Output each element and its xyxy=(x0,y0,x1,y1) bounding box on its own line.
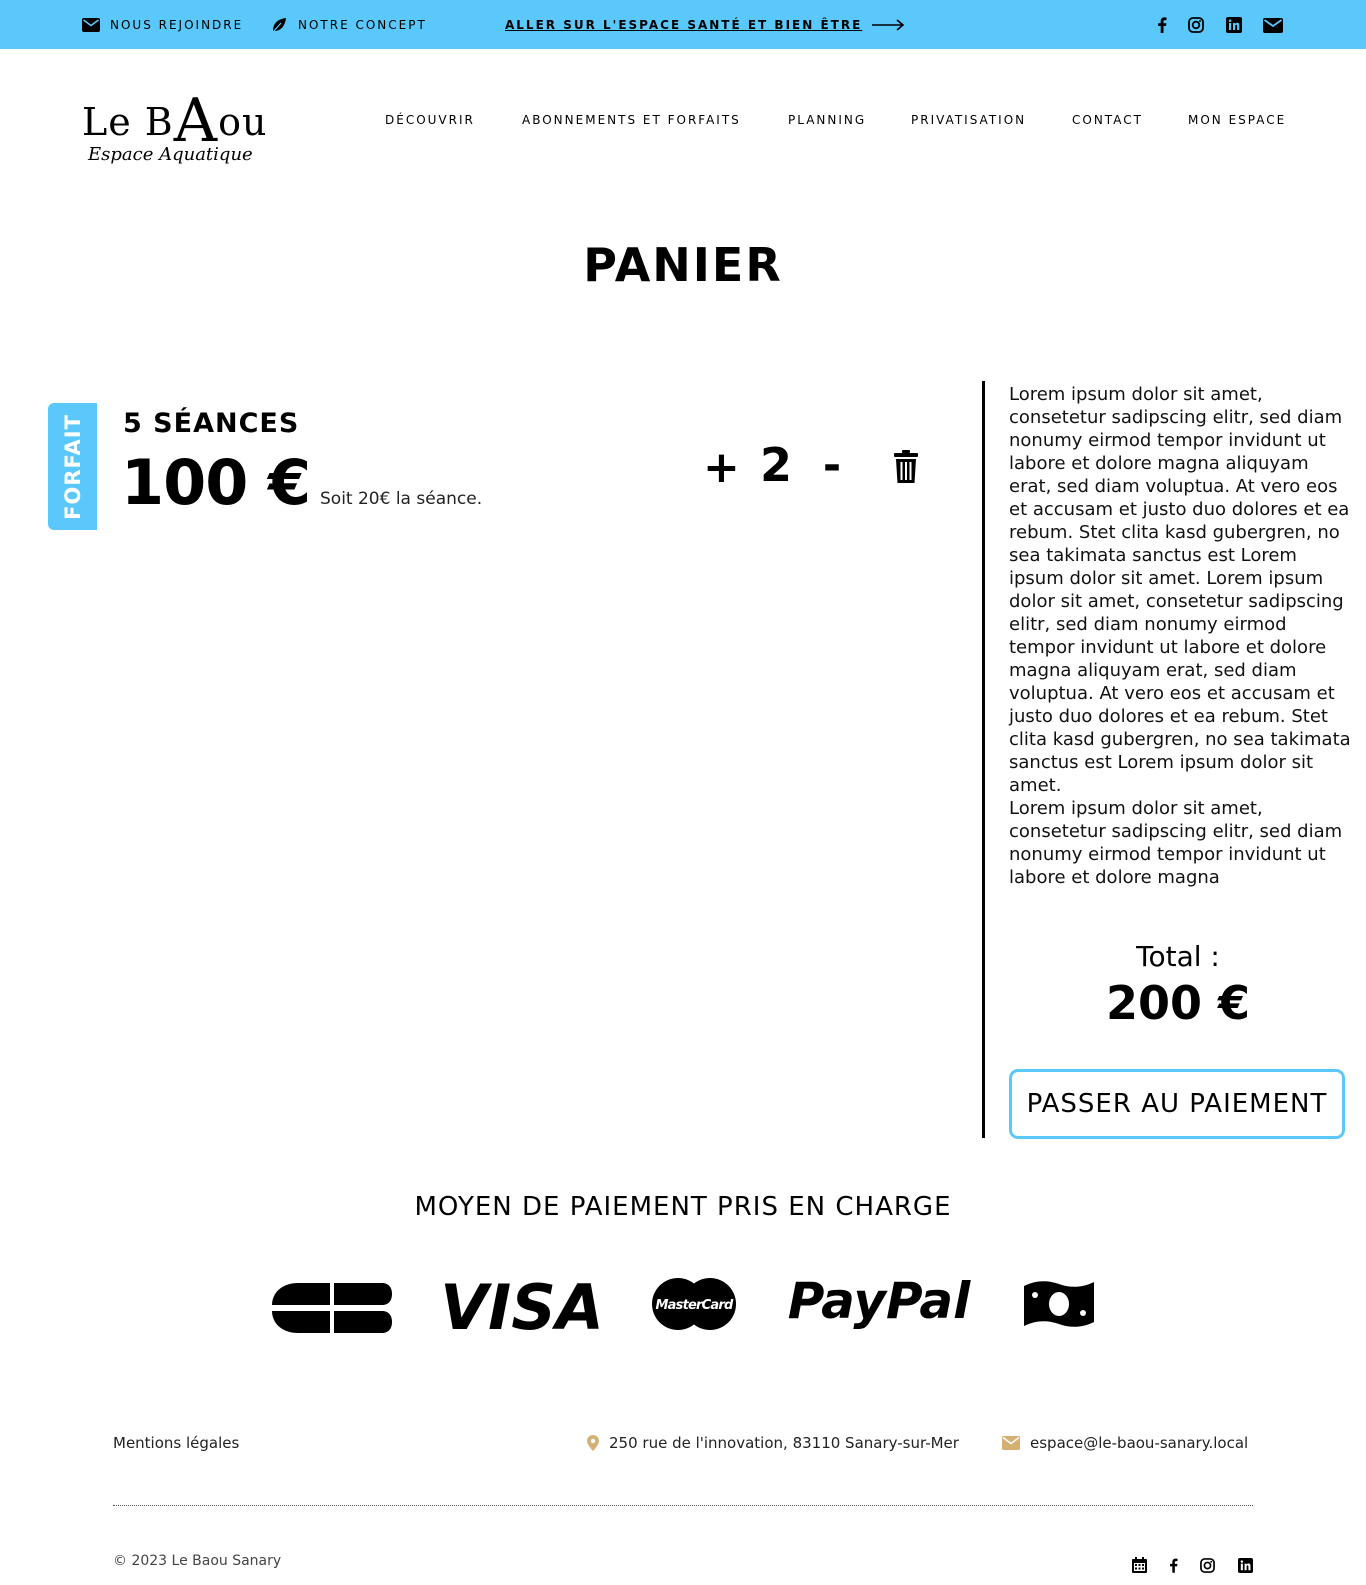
quantity-increase-button[interactable]: + xyxy=(703,442,740,493)
footer-address-text: 250 rue de l'innovation, 83110 Sanary-sur-Mer xyxy=(609,1434,959,1452)
column-divider xyxy=(982,381,985,1138)
facebook-icon[interactable] xyxy=(1163,1555,1183,1575)
quantity-value: 2 xyxy=(760,438,793,492)
paypal-logo xyxy=(784,1274,974,1334)
footer-email-text: espace@le-baou-sanary.local xyxy=(1030,1434,1249,1452)
item-price-per-session: Soit 20€ la séance. xyxy=(320,489,483,509)
nav-item-abonnements[interactable]: ABONNEMENTS ET FORFAITS xyxy=(522,113,741,127)
quantity-decrease-button[interactable]: - xyxy=(822,440,842,491)
visa-logo xyxy=(438,1276,606,1340)
cb-logo xyxy=(272,1283,392,1337)
footer-email[interactable] xyxy=(1002,1434,1248,1452)
checkout-button[interactable]: PASSER AU PAIEMENT xyxy=(1009,1069,1345,1139)
logo-name-letter: A xyxy=(173,86,219,156)
mail-icon[interactable] xyxy=(1262,14,1284,36)
linkedin-icon[interactable] xyxy=(1223,14,1245,36)
nav-item-privatisation[interactable]: PRIVATISATION xyxy=(911,113,1027,127)
footer-address xyxy=(587,1434,959,1452)
join-label: NOUS REJOINDRE xyxy=(110,17,244,32)
total-label: Total : xyxy=(1136,940,1220,973)
calendar-icon[interactable] xyxy=(1129,1555,1149,1575)
facebook-icon[interactable] xyxy=(1151,14,1173,36)
item-price: 100 € xyxy=(121,446,311,519)
item-type-badge xyxy=(48,403,97,530)
payment-methods-title: MOYEN DE PAIEMENT PRIS EN CHARGE xyxy=(414,1192,952,1222)
page-title: PANIER xyxy=(583,238,783,292)
concept-link[interactable] xyxy=(270,0,427,49)
total-value: 200 € xyxy=(1105,976,1251,1030)
trash-icon[interactable] xyxy=(893,450,919,484)
join-link[interactable] xyxy=(82,0,243,49)
legal-notice-link[interactable]: Mentions légales xyxy=(113,1434,240,1452)
description-paragraph: Lorem ipsum dolor sit amet, consetetur sadipscing elitr, sed diam nonumy eirmod tempor invidunt ut labore et dolore magna xyxy=(1009,798,1343,888)
nav-item-decouvrir[interactable]: DÉCOUVRIR xyxy=(385,113,475,127)
item-name: 5 SÉANCES xyxy=(123,408,300,439)
logo-subtitle: Espace Aquatique xyxy=(88,144,253,165)
logo-name-part1: Le B xyxy=(82,100,174,144)
nav-item-mon-espace[interactable]: MON ESPACE xyxy=(1188,113,1287,127)
envelope-icon xyxy=(1002,1436,1020,1450)
concept-label: NOTRE CONCEPT xyxy=(298,17,427,32)
item-type-label: FORFAIT xyxy=(60,413,85,520)
linkedin-icon[interactable] xyxy=(1235,1555,1255,1575)
instagram-icon[interactable] xyxy=(1197,1555,1217,1575)
instagram-icon[interactable] xyxy=(1185,14,1207,36)
description-paragraph: Lorem ipsum dolor sit amet, consetetur sadipscing elitr, sed diam nonumy eirmod tempor invidunt ut labore et dolore magna aliquyam erat, sed diam voluptua. At vero eos et accusam et justo duo dolores et ea rebum. Stet clita kasd gubergren, no sea takimata sanctus est Lorem ipsum dolor sit amet. Lorem ipsum dolor sit amet, consetetur sadipscing elitr, sed diam nonumy eirmod tempor invidunt ut labore et dolore magna aliquyam erat, sed diam voluptua. At vero eos et accusam et justo duo dolores et ea rebum. Stet clita kasd gubergren, no sea takimata sanctus est Lorem ipsum dolor sit amet. xyxy=(1009,384,1351,796)
nav-item-planning[interactable]: PLANNING xyxy=(788,113,867,127)
paypal-text: PayPal xyxy=(787,1274,971,1330)
visa-text: VISA xyxy=(440,1276,604,1336)
mastercard-text: MasterCard xyxy=(655,1298,733,1313)
wellness-link[interactable] xyxy=(505,0,904,49)
site-logo[interactable] xyxy=(80,66,268,176)
arrow-right-icon xyxy=(872,19,904,31)
leaf-icon xyxy=(270,16,288,34)
logo-name-part2: ou xyxy=(218,100,268,144)
cash-icon xyxy=(1022,1278,1096,1334)
nav-item-contact[interactable]: CONTACT xyxy=(1072,113,1143,127)
footer-divider xyxy=(113,1505,1253,1506)
mail-icon xyxy=(82,16,100,34)
wellness-link-label: ALLER SUR L'ESPACE SANTÉ ET BIEN ÊTRE xyxy=(505,17,863,32)
copyright: © 2023 Le Baou Sanary xyxy=(113,1553,282,1569)
map-pin-icon xyxy=(587,1435,599,1451)
mastercard-logo xyxy=(652,1278,736,1334)
top-bar xyxy=(0,0,1366,49)
cart-description xyxy=(1009,383,1354,889)
